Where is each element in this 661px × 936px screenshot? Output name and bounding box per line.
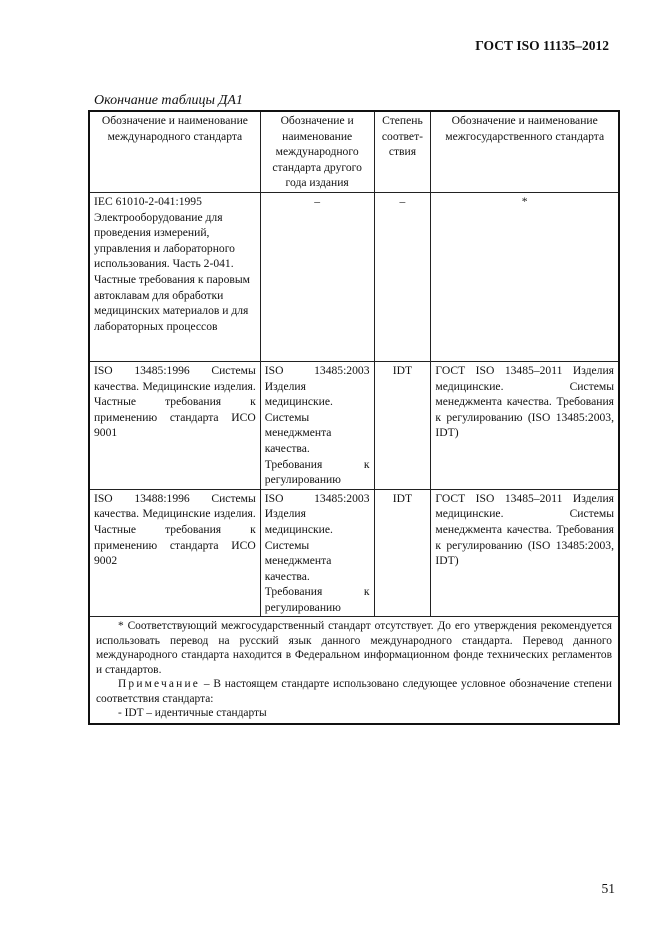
document-code: ГОСТ ISO 11135–2012 [475, 38, 609, 53]
other-edition-cell: ISO 13485:2003 Изделия медицинские. Системы менеджмента качества. Требования к регулированию [260, 489, 374, 617]
page-number: 51 [601, 881, 615, 896]
table-caption: Окончание таблицы ДА1 [94, 93, 243, 108]
table-row [89, 489, 619, 617]
international-standard-cell: ISO 13488:1996 Системы качества. Медицинские изделия. Частные требования к применению стандарта ИСО 9002 [89, 489, 260, 617]
conformity-degree-cell: IDT [374, 361, 431, 489]
standards-table [88, 110, 620, 725]
conformity-degree-cell: IDT [374, 489, 431, 617]
table-row [89, 361, 619, 489]
other-edition-cell: ISO 13485:2003 Изделия медицинские. Системы менеджмента качества. Требования к регулированию [260, 361, 374, 489]
interstate-standard-cell: ГОСТ ISO 13485–2011 Изделия медицинские. Системы менеджмента качества. Требования к регулированию (ISO 13485:2003, IDT) [431, 489, 619, 617]
interstate-standard-cell: * [431, 192, 619, 361]
conformity-degree-cell: – [374, 192, 431, 361]
note [96, 677, 612, 706]
table-row [89, 192, 619, 361]
note-label: Примечание [118, 678, 201, 691]
footnote: * Соответствующий межгосударственный стандарт отсутствует. До его утверждения рекомендуется использовать перевод на русский язык данного международного стандарта. Перевод данного международного стандарта находится в Федеральном информационном фонде технических регламентов и стандартов. [96, 620, 612, 676]
table-notes-row [89, 617, 619, 724]
interstate-standard-cell: ГОСТ ISO 13485–2011 Изделия медицинские. Системы менеджмента качества. Требования к регулированию (ISO 13485:2003, IDT) [431, 361, 619, 489]
column-header: Степень соответ-ствия [374, 111, 431, 192]
table-notes [89, 617, 619, 724]
other-edition-cell: – [260, 192, 374, 361]
table-header-row [89, 111, 619, 192]
international-standard-cell: IEC 61010-2-041:1995 Электрооборудование для проведения измерений, управления и лабораторного использования. Часть 2-041. Частные требования к паровым автоклавам для обработки медицинских материалов и для лабораторных процессов [89, 192, 260, 361]
international-standard-cell: ISO 13485:1996 Системы качества. Медицинские изделия. Частные требования к применению стандарта ИСО 9001 [89, 361, 260, 489]
note-text: – В настоящем стандарте использовано следующее условное обозначение степени соответствия стандарта: [96, 678, 612, 705]
column-header: Обозначение и наименование межгосударственного стандарта [431, 111, 619, 192]
column-header: Обозначение и наименование международного стандарта другого года издания [260, 111, 374, 192]
column-header: Обозначение и наименование международного стандарта [89, 111, 260, 192]
legend: - IDT – идентичные стандарты [118, 706, 267, 719]
